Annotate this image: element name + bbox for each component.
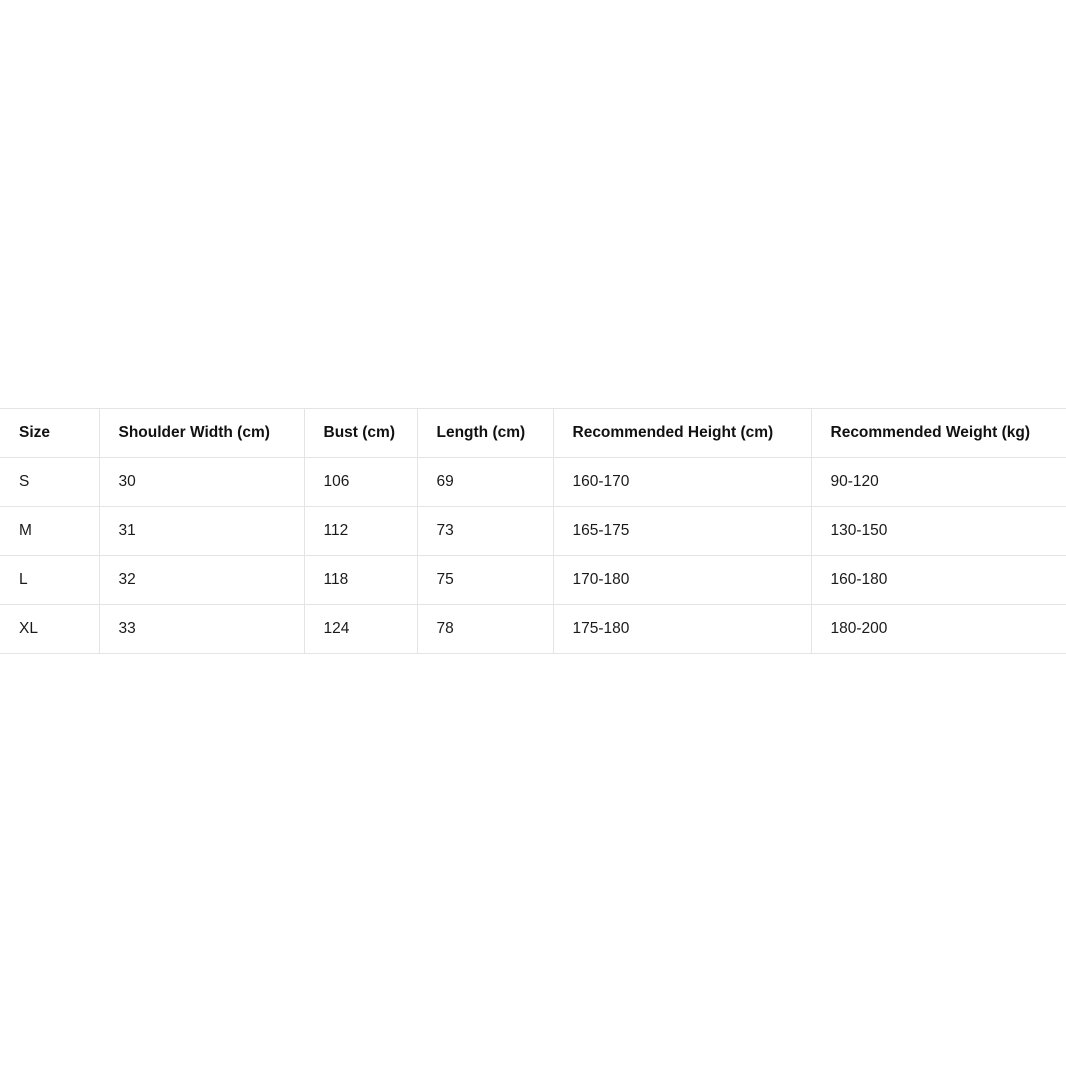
table-header-row [0, 409, 1066, 458]
cell-length: 73 [417, 507, 553, 556]
cell-shoulder-width: 33 [99, 605, 304, 654]
size-chart-header [0, 409, 1066, 458]
cell-recommended-height: 165-175 [553, 507, 811, 556]
cell-shoulder-width: 30 [99, 458, 304, 507]
column-header-shoulder-width: Shoulder Width (cm) [99, 409, 304, 458]
cell-bust: 124 [304, 605, 417, 654]
cell-recommended-weight: 160-180 [811, 556, 1066, 605]
size-chart-table [0, 408, 1066, 654]
cell-recommended-height: 170-180 [553, 556, 811, 605]
cell-bust: 112 [304, 507, 417, 556]
cell-size: L [0, 556, 99, 605]
cell-shoulder-width: 31 [99, 507, 304, 556]
cell-size: M [0, 507, 99, 556]
column-header-bust: Bust (cm) [304, 409, 417, 458]
size-chart-container [0, 408, 1066, 654]
cell-recommended-weight: 130-150 [811, 507, 1066, 556]
table-row [0, 556, 1066, 605]
cell-recommended-height: 175-180 [553, 605, 811, 654]
cell-bust: 106 [304, 458, 417, 507]
cell-shoulder-width: 32 [99, 556, 304, 605]
cell-length: 75 [417, 556, 553, 605]
cell-length: 78 [417, 605, 553, 654]
cell-size: XL [0, 605, 99, 654]
cell-bust: 118 [304, 556, 417, 605]
table-row [0, 507, 1066, 556]
table-row [0, 605, 1066, 654]
cell-recommended-height: 160-170 [553, 458, 811, 507]
column-header-recommended-weight: Recommended Weight (kg) [811, 409, 1066, 458]
column-header-length: Length (cm) [417, 409, 553, 458]
column-header-recommended-height: Recommended Height (cm) [553, 409, 811, 458]
cell-length: 69 [417, 458, 553, 507]
column-header-size: Size [0, 409, 99, 458]
table-row [0, 458, 1066, 507]
size-chart-body [0, 458, 1066, 654]
cell-recommended-weight: 180-200 [811, 605, 1066, 654]
cell-recommended-weight: 90-120 [811, 458, 1066, 507]
cell-size: S [0, 458, 99, 507]
